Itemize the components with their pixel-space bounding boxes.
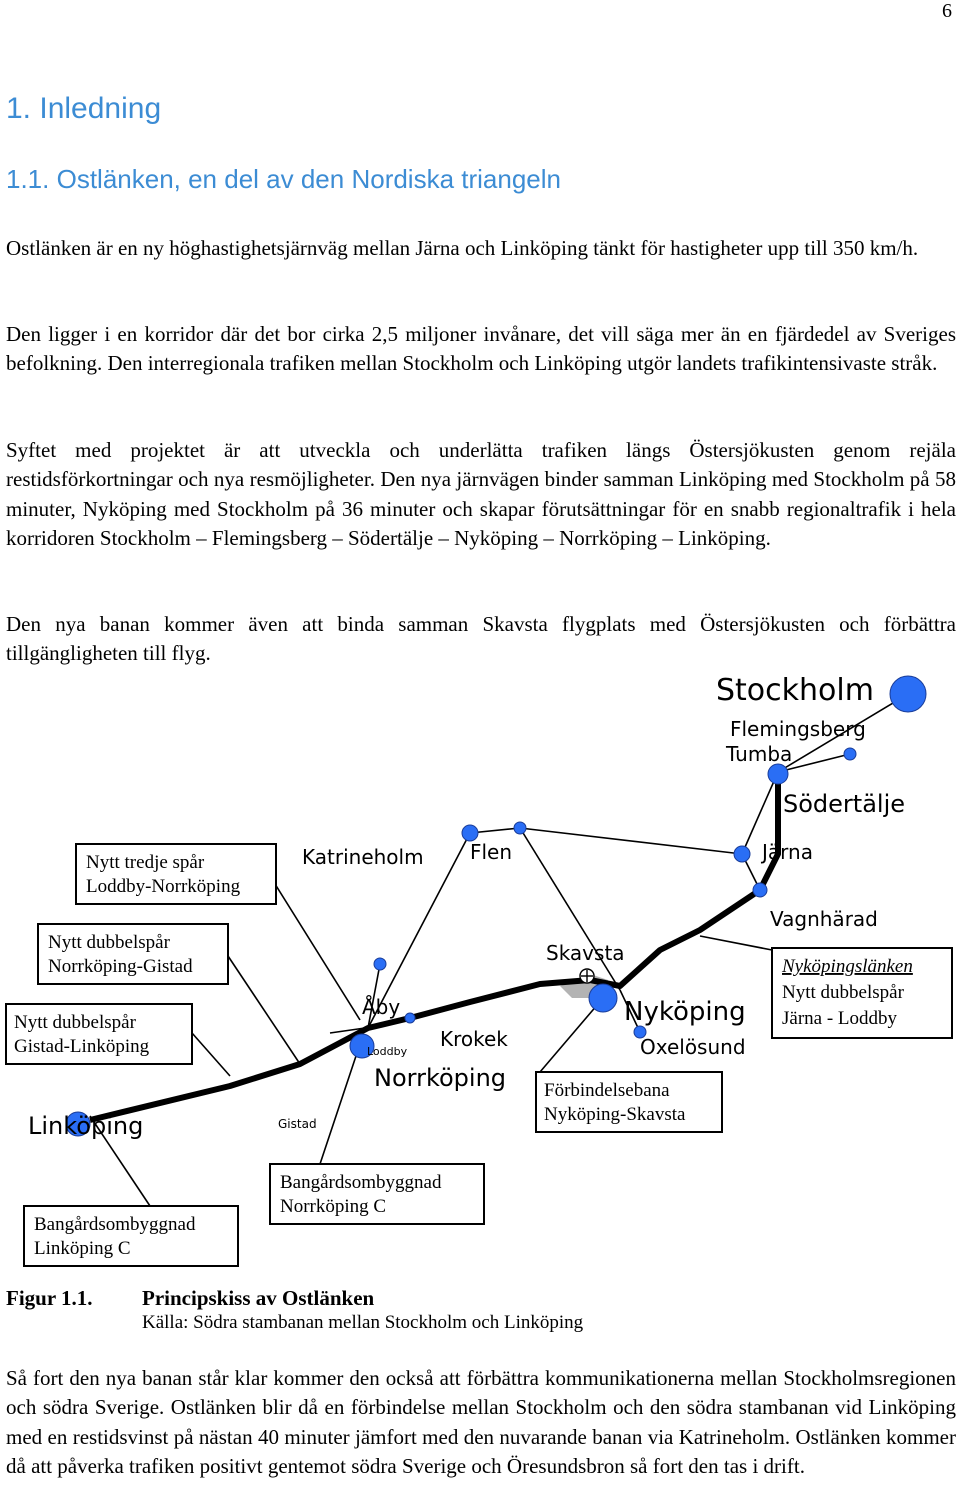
label-sodertalje: Södertälje [783, 790, 906, 818]
station-aby-dot [374, 958, 386, 970]
box-text-b6-line1: Bangårdsombyggnad [280, 1172, 442, 1193]
label-loddby: Loddby [367, 1045, 408, 1058]
callout-loddby-norrkoping [270, 876, 360, 1020]
label-skavsta: Skavsta [546, 941, 625, 965]
box-text-b7-line2: Linköping C [34, 1238, 131, 1259]
box-text-b3-line2: Gistad-Linköping [14, 1036, 150, 1057]
label-oxelosund: Oxelösund [640, 1035, 746, 1059]
chapter-heading: 1. Inledning [6, 92, 162, 125]
figure-source: Källa: Södra stambanan mellan Stockholm och Linköping [142, 1312, 584, 1333]
box-text-b5-line1: Förbindelsebana [544, 1080, 670, 1101]
station-krokek-dot [405, 1013, 415, 1023]
station-vagnharad-dot [753, 883, 767, 897]
box-text-b2-line1: Nytt dubbelspår [48, 932, 170, 953]
paragraph-intro: Ostlänken är en ny höghastighetsjärnväg mellan Järna och Linköping tänkt för hastigheter upp till 350 km/h. [6, 236, 919, 260]
figure-title: Principskiss av Ostlänken [142, 1286, 375, 1310]
label-norrkoping: Norrköping [374, 1064, 507, 1092]
box-text-b4-line2: Nytt dubbelspår [782, 982, 904, 1003]
box-text-b5-line2: Nyköping-Skavsta [544, 1104, 686, 1125]
station-tumba-dot [844, 748, 856, 760]
box-text-b4-line1: Nyköpingslänken [782, 956, 913, 977]
box-text-b7-line1: Bangårdsombyggnad [34, 1214, 196, 1235]
label-flen: Flen [470, 840, 513, 864]
ostlanken-map [0, 668, 960, 1284]
callout-forbindelsebana [540, 1004, 598, 1072]
callout-gistad-linkoping [192, 1033, 230, 1076]
station-jarna-dot [734, 846, 750, 862]
label-tumba: Tumba [726, 742, 793, 766]
label-vagnharad: Vagnhärad [770, 907, 878, 931]
figure-number: Figur 1.1. [6, 1286, 93, 1310]
box-text-b1-line1: Nytt tredje spår [86, 852, 205, 873]
station-stockholm-dot [890, 676, 926, 712]
ostlanken-map-figure [0, 668, 960, 1284]
box-text-b4-line3: Järna - Loddby [782, 1008, 898, 1029]
label-katrineholm: Katrineholm [302, 845, 424, 869]
box-text-b1-line2: Loddby-Norrköping [86, 876, 241, 897]
callout-norrkoping-gistad [228, 956, 300, 1064]
label-flemingsberg: Flemingsberg [730, 717, 866, 741]
paragraph-purpose: Syftet med projektet är att utveckla och underlätta trafiken längs Östersjökusten genom rejäla restidsförkortningar och nya resmöjligheter. Den nya järnvägen binder samman Linköping med Stockholm på 58 minuter, Nyköping med Stockholm på 36 minuter och skapar förutsättningar för en snabb regionaltrafik i hela korridoren Stockholm – Flemingsberg – Södertälje – Nyköping – Norrköping – Linköping. [6, 438, 956, 550]
label-krokek: Krokek [440, 1027, 508, 1051]
station-flen-dot [514, 822, 526, 834]
airport-icon [580, 969, 594, 983]
label-gistad: Gistad [278, 1117, 317, 1131]
station-nykoping-dot [589, 984, 617, 1012]
station-sodertalje-dot [768, 764, 788, 784]
paragraph-connections: Så fort den nya banan står klar kommer den också att förbättra kommunikationerna mellan Stockholmsregionen och södra Sverige. Ostlänken blir då en förbindelse mellan Stockholm och den södra stambanan vid Linköping med en restidsvinst på nästan 40 minuter jämfort med den nuvarande banan via Katrineholm. Ostlänken kommer då att påverka trafiken positivt gentemot södra Sverige och Öresundsbron så fort den tas i drift. [6, 1366, 956, 1478]
paragraph-skavsta: Den nya banan kommer även att binda samman Skavsta flygplats med Östersjökusten och förbättra tillgängligheten till flyg. [6, 612, 956, 666]
page-number: 6 [942, 0, 952, 22]
callout-bangard-norrkoping [320, 1044, 360, 1164]
callout-nykopingslanken [700, 936, 772, 950]
line-flen-jarna [520, 828, 742, 854]
box-text-b3-line1: Nytt dubbelspår [14, 1012, 136, 1033]
label-aby: Åby [362, 995, 401, 1019]
box-text-b6-line2: Norrköping C [280, 1196, 387, 1217]
section-heading: 1.1. Ostlänken, en del av den Nordiska triangeln [6, 164, 562, 194]
box-text-b2-line2: Norrköping-Gistad [48, 956, 193, 977]
station-katrineholm-dot [462, 825, 478, 841]
label-nykoping: Nyköping [624, 997, 746, 1027]
label-stockholm: Stockholm [716, 673, 874, 708]
label-linkoping: Linköping [28, 1112, 144, 1140]
label-jarna: Järna [762, 840, 813, 864]
line-flen-nykoping [520, 828, 620, 990]
paragraph-corridor: Den ligger i en korridor där det bor cirka 2,5 miljoner invånare, det vill säga mer än en fjärdedel av Sveriges befolkning. Den interregionala trafiken mellan Stockholm och Linköping utgör landets trafikintensivaste stråk. [6, 322, 956, 376]
